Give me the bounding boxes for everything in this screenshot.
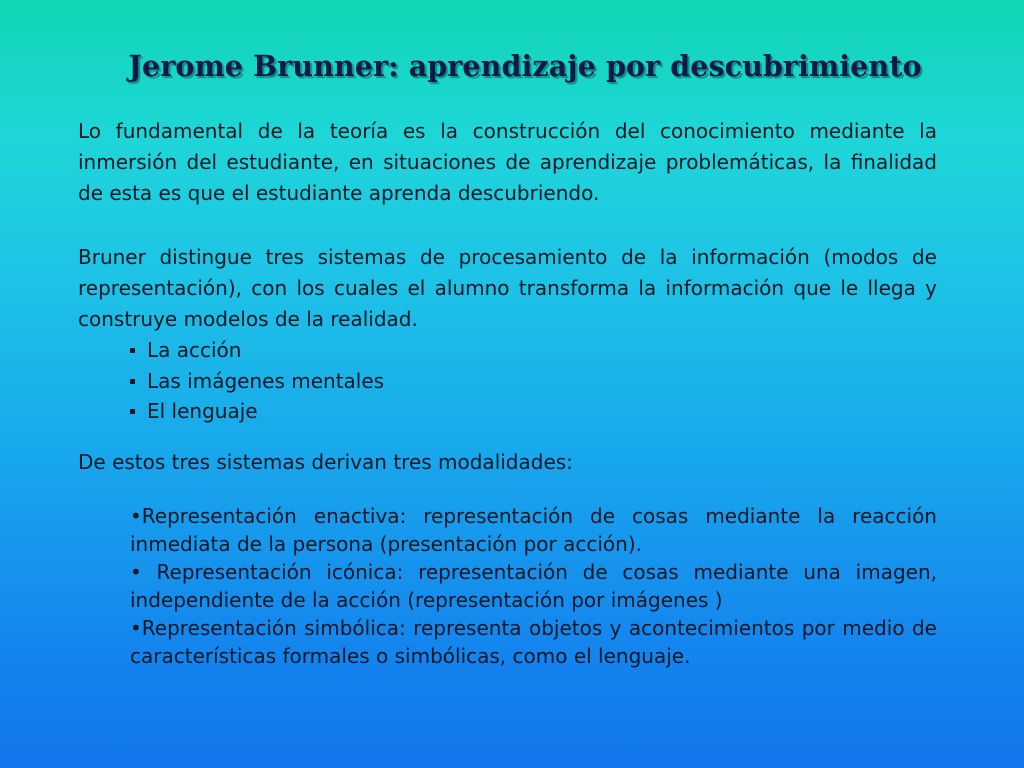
mode-label: Las imágenes mentales (147, 368, 385, 393)
square-bullet-icon (130, 409, 135, 414)
modalities-list (78, 502, 937, 670)
paragraph-modalities-intro: De estos tres sistemas derivan tres modalidades: (78, 449, 573, 474)
list-item (130, 366, 937, 397)
mode-label: La acción (147, 338, 242, 362)
list-item (130, 558, 937, 614)
slide-title: Jerome Brunner: aprendizaje por descubrimiento (128, 49, 922, 83)
bullet-icon: • (130, 559, 142, 584)
square-bullet-icon (130, 379, 135, 384)
mode-label: El lenguaje (147, 399, 258, 423)
list-item (130, 396, 937, 427)
representation-modes-list (78, 335, 937, 427)
paragraph-systems: Bruner distingue tres sistemas de procesamiento de la información (modos de representación), con los cuales el alumno transforma la información que le llega y construye modelos de la realidad. (78, 245, 937, 331)
modality-text: Representación icónica: representación de cosas mediante una imagen, independiente de la acción (representación por imágenes ) (130, 559, 937, 612)
bullet-icon: • (130, 615, 142, 640)
bullet-icon: • (130, 503, 142, 528)
list-item (130, 502, 937, 558)
modality-text: Representación simbólica: representa objetos y acontecimientos por medio de características formales o simbólicas, como el lenguaje. (130, 615, 937, 668)
list-item (130, 614, 937, 670)
list-item (130, 335, 937, 366)
slide-body (78, 116, 937, 670)
paragraph-intro: Lo fundamental de la teoría es la construcción del conocimiento mediante la inmersión del estudiante, en situaciones de aprendizaje problemáticas, la finalidad de esta es que el estudiante aprenda descubriendo. (78, 119, 937, 205)
modality-text: Representación enactiva: representación de cosas mediante la reacción inmediata de la persona (presentación por acción). (130, 503, 937, 556)
square-bullet-icon (130, 348, 135, 353)
